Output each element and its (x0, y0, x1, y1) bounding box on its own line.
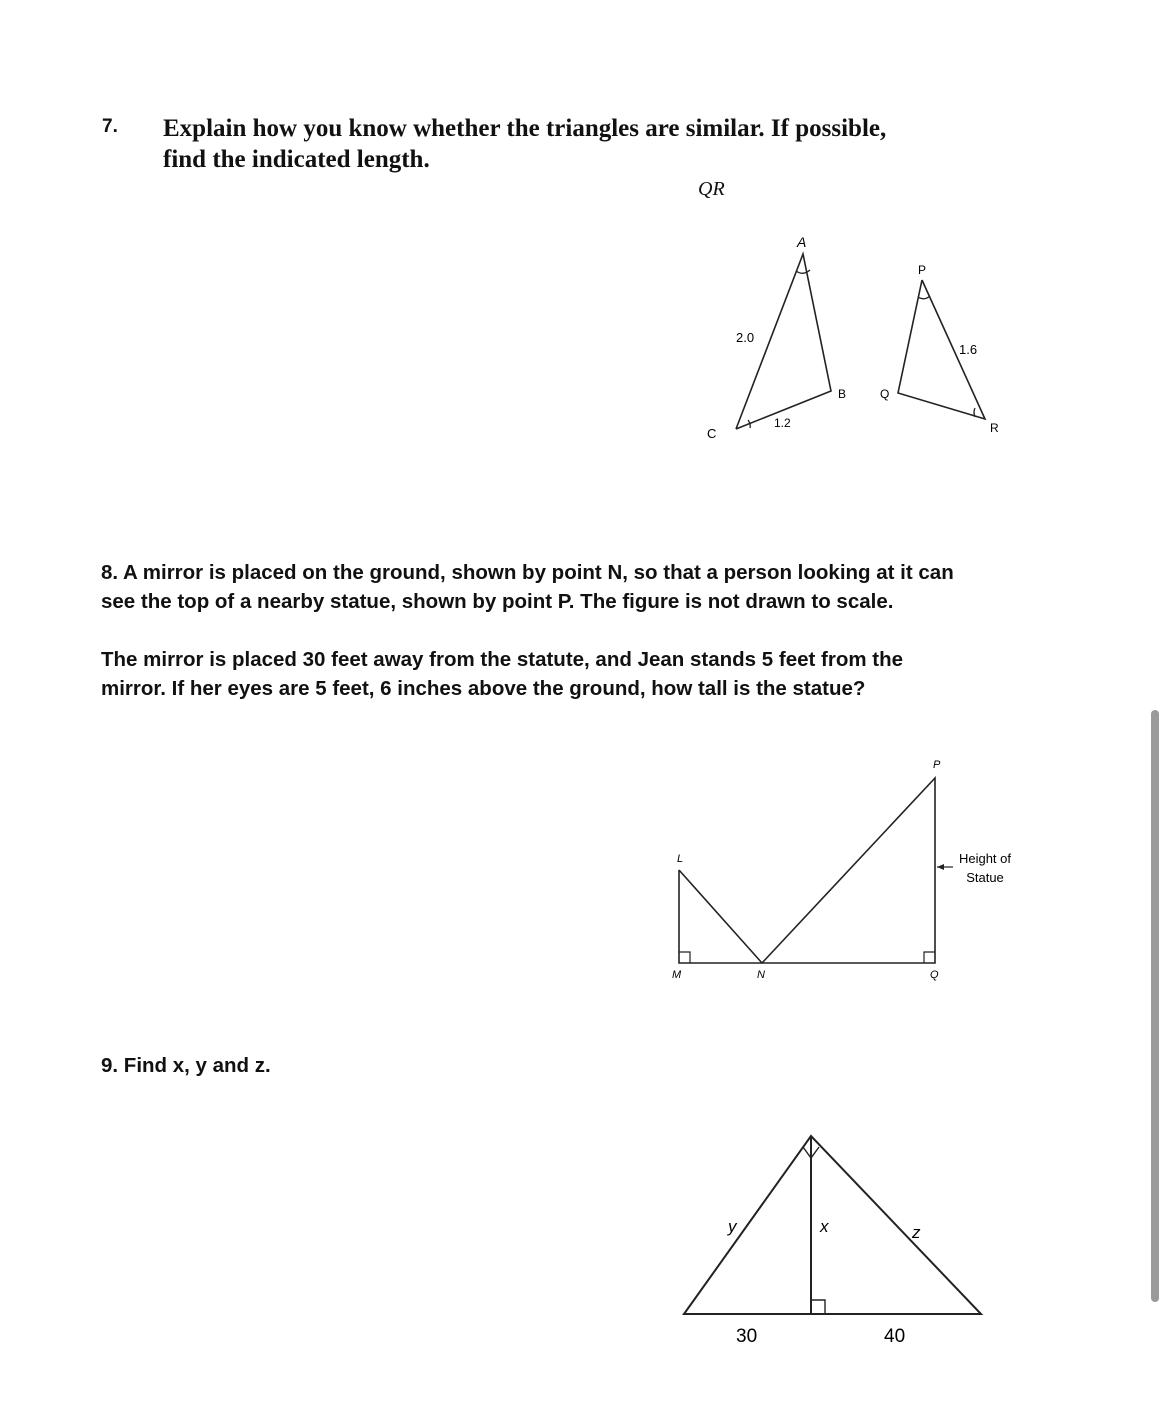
vertex-label-a: A (797, 234, 807, 250)
callout-text-line1: Height of (958, 851, 1012, 866)
problem-8-line2: see the top of a nearby statue, shown by point P. The figure is not drawn to scale. (101, 590, 894, 613)
problem-7-prompt-line2: find the indicated length. (163, 146, 430, 173)
point-label-p: P (933, 759, 941, 771)
label-x: x (820, 1217, 829, 1236)
label-left-segment: 30 (736, 1326, 758, 1347)
problem-8-line1: 8. A mirror is placed on the ground, shown by point N, so that a person looking at it can (101, 561, 954, 584)
similar-triangles-figure (0, 0, 1168, 520)
point-label-l: L (677, 853, 684, 865)
problem-8-line3: The mirror is placed 30 feet away from the statute, and Jean stands 5 feet from the (101, 648, 904, 671)
problem-8-line4: mirror. If her eyes are 5 feet, 6 inches above the ground, how tall is the statue? (101, 677, 866, 700)
vertex-label-q: Q (880, 387, 890, 401)
right-angle-q (924, 952, 935, 963)
right-angle-m (679, 952, 690, 963)
length-label-pr: 1.6 (959, 342, 978, 357)
point-label-q: Q (930, 969, 939, 981)
angle-mark-p (918, 296, 930, 299)
mirror-figure-lines (679, 778, 935, 963)
angle-mark-a (796, 270, 810, 273)
indicated-length-label: QR (698, 178, 725, 200)
right-angle-mark-base (811, 1300, 825, 1314)
problem-8-paragraph-2 (101, 645, 1061, 703)
angle-mark-r (974, 408, 975, 417)
vertex-label-r: R (990, 421, 999, 435)
vertex-label-p: P (918, 263, 927, 277)
problem-7-prompt-line1: Explain how you know whether the triangles are similar. If possible, (163, 115, 887, 142)
problem-8-paragraph-1 (101, 558, 1061, 616)
length-label-ac: 2.0 (736, 330, 755, 345)
label-right-segment: 40 (884, 1326, 906, 1347)
mirror-statue-figure (0, 740, 1168, 1000)
problem-7-number: 7. (102, 116, 118, 137)
right-triangle-altitude-figure (0, 1120, 1168, 1370)
point-label-n: N (757, 969, 765, 981)
vertex-label-b: B (838, 387, 847, 401)
problem-9-prompt: 9. Find x, y and z. (101, 1054, 271, 1077)
point-label-m: M (672, 969, 682, 981)
callout-text-line2: Statue (966, 870, 1004, 885)
label-y: y (728, 1217, 737, 1236)
label-z: z (912, 1223, 921, 1242)
length-label-cb: 1.2 (774, 416, 791, 430)
vertex-label-c: C (707, 426, 717, 441)
vertical-scrollbar[interactable] (1151, 710, 1159, 1302)
callout-arrowhead (937, 864, 944, 870)
